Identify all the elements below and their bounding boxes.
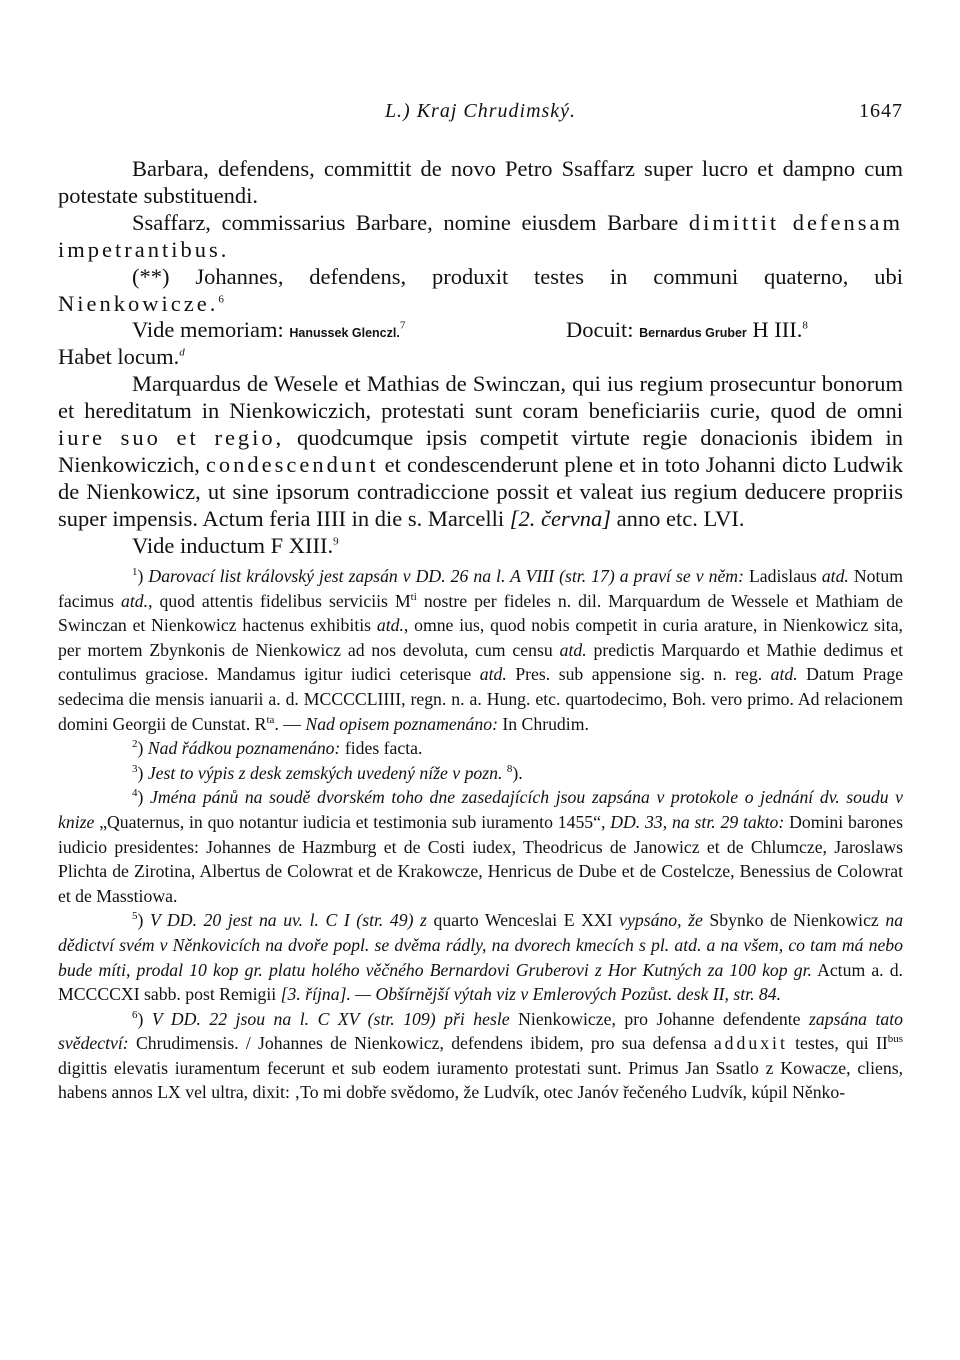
vide-inductum: Vide inductum F XIII.$^9$	[132, 532, 339, 558]
paragraph-1: Barbara, defendens, committit de novo Petro Ssaffarz super lucro et dampno cum potestate substituendi.	[58, 156, 903, 208]
page-header	[58, 100, 903, 130]
footnote-1: $^1$) Darovací list královský jest zapsán v DD. 26 na l. A VIII (str. 17) a praví se v něm: Ladislaus atd. Notum facimus atd., quod attentis fidelibus serviciis $M^{ti}$ nostre per fideles n. dil. Marquardum de Wessele et Mathiam de Swinczan et Nienkowicz hactenus exhibitis atd., omne ius, quod nobis competit in curia arature, in Nienkowicz sita, per mortem Zbynkonis de Nienkowicz ad nos devoluta, cum censu atd. predictis Marquardo et Mathie dedimus et contulimus graciose. Mandamus igitur iudici ceterisque atd. Pres. sub appensione sig. n. reg. atd. Datum Prage sedecima die mensis ianuarii a. d. MCCCCLIIII, regn. n. a. Hung. etc. quartodecimo, Boh. vero primo. Ad relacionem domini Georgii de Cunstat. $R^{ta}$. — Nad opisem poznamenáno: In Chrudim.	[58, 566, 904, 734]
footnotes	[58, 564, 903, 1105]
footnote-3: $^3$) Jest to výpis z desk zemských uvedený níže v pozn. $^8$).	[132, 762, 523, 783]
page-number: 1647	[859, 100, 903, 122]
running-head: L.) Kraj Chrudimský.	[384, 100, 577, 122]
footnote-6: $^6$) V DD. 22 jsou na l. C XV (str. 109) při hesle Nienkowicze, pro Johanne defendente zapsána tato svědectví: Chrudimensis. / Johannes de Nienkowicz, defendens ibidem, pro sua defensa adduxit testes, qui $II^{bus}$ digittis elevatis iuramentum fecerunt et sub eodem iuramento protestati sunt. Primus Jan Ssatlo z Kowacze, cliens, habens annos LX vel ultra, dixit: ‚To mi dobře svědomo, že Ludvík, otec Janóv řečeného Ludvík, kúpil Něnko-	[58, 1008, 904, 1103]
memoria-line	[58, 317, 903, 344]
habet-locum: Habet locum.$^d$	[58, 344, 185, 370]
paragraph-3: (**) Johannes, defendens, produxit testes in communi quaterno, ubi Nienkowicze.$^6$	[58, 263, 903, 316]
footnote-2: $^2$) Nad řádkou poznamenáno: fides facta.	[132, 738, 423, 759]
paragraph-2: Ssaffarz, commissarius Barbare, nomine eiusdem Barbare dimittit defensam impetrantibus.	[58, 209, 903, 262]
docuit: Docuit: Bernardus Gruber H III.$^8$	[566, 317, 808, 343]
footnote-4: $^4$) Jména pánů na soudě dvorském toho dne zasedajících jsou zapsána v protokole o jednání dv. soudu v knize „Quaternus, in quo notantur iudicia et testimonia sub iuramento 1455“, DD. 33, na str. 29 takto: Domini barones iudicio presidentes: Johannes de Hazmburg et de Costi iudex, Theodricus de Janowicz et de Chlumcze, Jaroslaws Plichta de Zirotina, Albertus de Colowrat et de Krakowcze, Henricus de Dube et de Costelcze, Benessius de Colowrat et de Masstiowa.	[58, 787, 904, 906]
main-text	[58, 156, 903, 560]
vide-memoriam: Vide memoriam: Hanussek Glenczl.$^7$	[132, 317, 406, 343]
footnote-5: $^5$) V DD. 20 jest na uv. l. C I (str. 49) z quarto Wenceslai E XXI vypsáno, že Sbynko de Nienkowicz na dědictví svém v Něnkovicích na dvoře popl. se dvěma rádly, na dvorech kmecích s pl. atd. a na všem, co tam má nebo bude míti, prodal 10 kop gr. platu holého věčného Bernardovi Gruberovi z Hor Kutných za 100 kop gr. Actum a. d. MCCCCXI sabb. post Remigii [3. října]. — Obšírnější výtah viz v Emlerových Pozůst. desk II, str. 84.	[58, 910, 904, 1005]
paragraph-4: Marquardus de Wesele et Mathias de Swinczan, qui ius regium prosecuntur bonorum et hereditatum in Nienkowiczich, protestati sunt coram beneficiariis curie, quod de omni iure suo et regio, quodcumque ipsis competit virtute regie donacionis ibidem in Nienkowiczich, condescendunt et condescenderunt plene et in toto Johanni dicto Ludwik de Nienkowicz, ut sine ipsorum contradiccione possit et valeat ius regium deducere propriis super impensis. Actum feria IIII in die s. Marcelli [2. června] anno etc. LVI.	[58, 371, 903, 531]
